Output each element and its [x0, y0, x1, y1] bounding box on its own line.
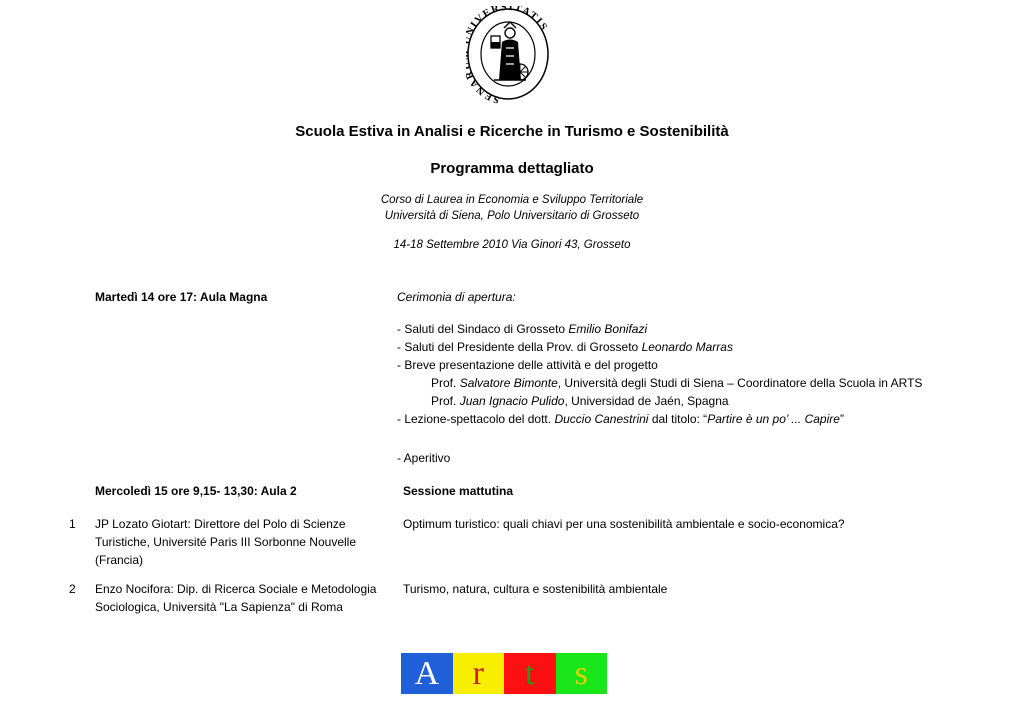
talk-number: 2 — [69, 582, 76, 596]
course-name: Corso di Laurea in Economia e Sviluppo Territoriale — [380, 194, 644, 206]
day1-heading: Martedì 14 ore 17: Aula Magna — [95, 290, 268, 304]
logo-letter: t — [504, 653, 556, 694]
program-item: Prof. Juan Ignacio Pulido, Universidad de Jaén, Spagna — [431, 394, 729, 408]
university-name: Università di Siena, Polo Universitario di Grosseto — [384, 210, 640, 222]
talk-speaker: Enzo Nocifora: Dip. di Ricerca Sociale e Metodologia Sociologica, Università "La Sapienza" di Roma — [95, 582, 377, 614]
talk-speaker: JP Lozato Giotart: Direttore del Polo di Scienze Turistiche, Université Paris III Sorbonne Nouvelle (Francia) — [95, 517, 356, 567]
talk-topic: Turismo, natura, cultura e sostenibilità ambientale — [403, 582, 668, 596]
arts-logo — [401, 653, 607, 694]
opening-ceremony-label: Cerimonia di apertura: — [397, 290, 516, 304]
page-subtitle: Programma dettagliato — [430, 160, 594, 177]
logo-letter: s — [556, 653, 608, 694]
logo-letter: A — [401, 653, 453, 694]
session-label: Sessione mattutina — [403, 484, 514, 498]
program-item: - Breve presentazione delle attività e del progetto — [397, 358, 658, 372]
talk-topic: Optimum turistico: quali chiavi per una sostenibilità ambientale e socio-economica? — [403, 517, 845, 531]
day2-heading: Mercoledì 15 ore 9,15- 13,30: Aula 2 — [95, 484, 297, 498]
event-dates: 14-18 Settembre 2010 Via Ginori 43, Grosseto — [393, 239, 631, 251]
page-title: Scuola Estiva in Analisi e Ricerche in Turismo e Sostenibilità — [295, 123, 729, 140]
program-item: - Saluti del Presidente della Prov. di Grosseto Leonardo Marras — [397, 340, 733, 354]
university-seal — [466, 6, 550, 104]
program-item: Prof. Salvatore Bimonte, Università degli Studi di Siena – Coordinatore della Scuola in ARTS — [431, 376, 923, 390]
program-item: - Lezione-spettacolo del dott. Duccio Canestrini dal titolo: “Partire è un po’ ... Capire” — [397, 412, 844, 426]
logo-letter: r — [453, 653, 505, 694]
ceremony-program — [397, 320, 957, 428]
talk-number: 1 — [69, 517, 76, 531]
program-item-aperitivo: - Aperitivo — [397, 451, 451, 465]
program-item: - Saluti del Sindaco di Grosseto Emilio Bonifazi — [397, 322, 648, 336]
seal-text: SENA IVERSITATIS — [467, 6, 550, 104]
